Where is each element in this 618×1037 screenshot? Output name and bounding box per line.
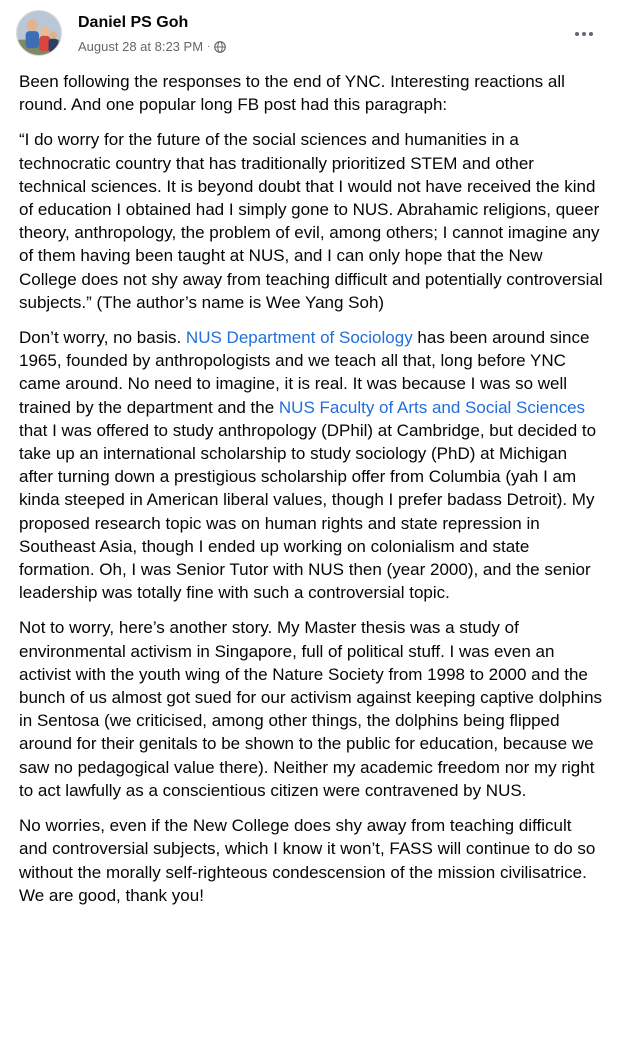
paragraph-3-text-a: Don’t worry, no basis. xyxy=(19,328,186,348)
post-meta xyxy=(78,39,226,54)
post-paragraph-2: “I do worry for the future of the social sciences and humanities in a technocratic country that has traditionally prioritized STEM and other technical sciences. It is beyond doubt that I would not have received the kind of education I obtained had I simply gone to NUS. Abrahamic religions, queer theory, anthropology, the problem of evil, among others; I cannot imagine any of them having been taught at NUS, and I can only hope that the New College does not shy away from teaching difficult and potentially controversial subjects.” (The author’s name is Wee Yang Soh) xyxy=(19,130,603,312)
meta-separator: · xyxy=(207,41,211,52)
post-paragraph-4: Not to worry, here’s another story. My Master thesis was a study of environmental activism in Singapore, full of political stuff. I was even an activist with the youth wing of the Nature Society from 1998 to 2000 and the bunch of us almost got sued for our activism against keeping captive dolphins in Sentosa (we criticised, among other things, the dolphins being flipped around for their genitals to be shown to the public for education, because we saw no pedagogical value there). Neither my academic freedom nor my right to act lawfully as a conscientious citizen were contravened by NUS. xyxy=(19,618,603,800)
more-options-icon[interactable] xyxy=(566,16,602,52)
post-body xyxy=(19,70,603,919)
globe-icon[interactable] xyxy=(214,41,226,53)
post-header xyxy=(16,10,602,62)
paragraph-3-text-c: that I was offered to study anthropology (DPhil) at Cambridge, but decided to take up an international scholarship to study sociology (PhD) at Michigan after turning down a prestigious scholarship offer from Columbia (yah I am kinda steeped in American liberal values, though I prefer badass Detroit). My proposed research topic was on human rights and state repression in Southeast Asia, though I ended up working on colonialism and state formation. Oh, I was Senior Tutor with NUS then (year 2000), and the senior leadership was totally fine with such a controversial topic. xyxy=(19,420,597,603)
post-paragraph-1: Been following the responses to the end of YNC. Interesting reactions all round. And one popular long FB post had this paragraph: xyxy=(19,72,565,115)
post-timestamp[interactable]: August 28 at 8:23 PM xyxy=(78,39,204,54)
nus-fass-link[interactable]: NUS Faculty of Arts and Social Sciences xyxy=(278,397,586,417)
avatar-photo xyxy=(17,11,61,55)
author-name[interactable]: Daniel PS Goh xyxy=(78,14,189,31)
nus-sociology-link[interactable]: NUS Department of Sociology xyxy=(185,328,413,348)
post-paragraph-5: No worries, even if the New College does shy away from teaching difficult and controversial subjects, which I know it won’t, FASS will continue to do so without the morally self-righteous condescension of the mission civilisatrice. We are good, thank you! xyxy=(19,816,596,905)
author-avatar[interactable] xyxy=(16,10,62,56)
post-paragraph-3 xyxy=(19,326,603,604)
paragraph-3-text-b: has been around since 1965, founded by anthropologists and we teach all that, long before YNC came around. No need to imagine, it is real. It was because I was so well trained by the department and the xyxy=(19,328,590,417)
